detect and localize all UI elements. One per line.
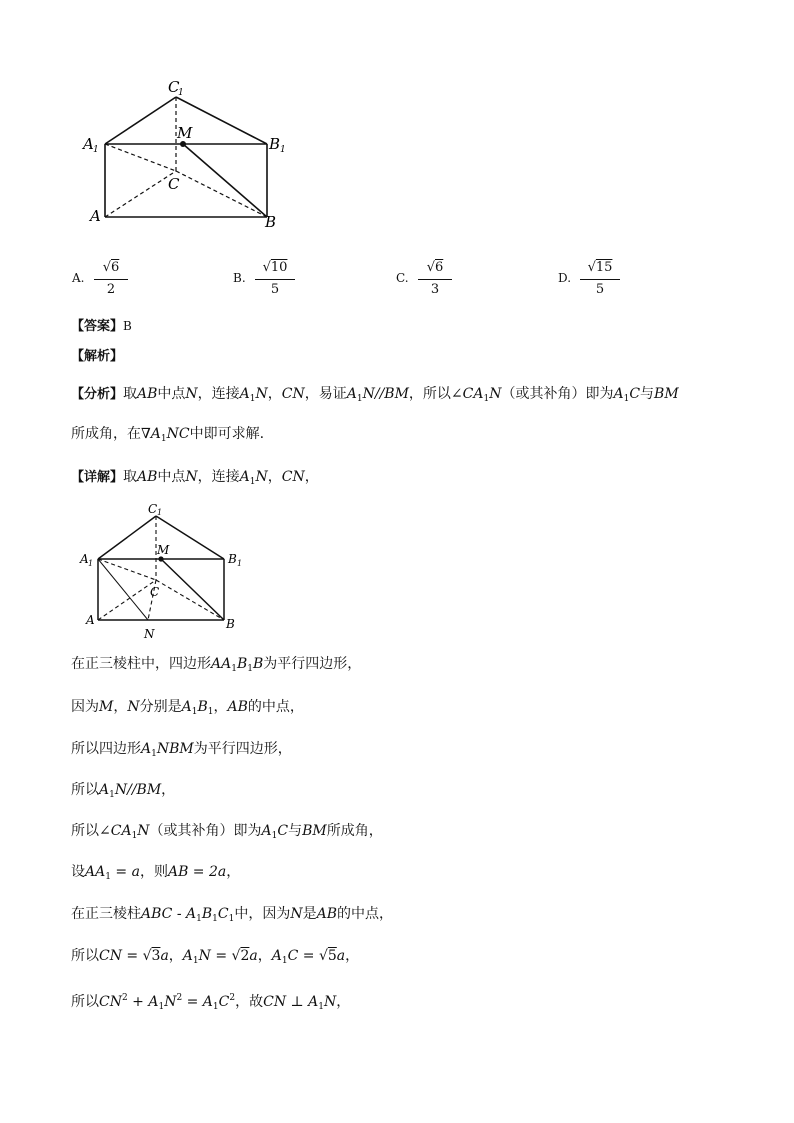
option-c (396, 258, 486, 302)
edge-c-b-hidden (156, 580, 224, 620)
math-a: A (239, 386, 250, 402)
body-line-8 (71, 946, 359, 971)
option-c-letter: C. (396, 271, 409, 285)
text: 是 (302, 906, 317, 922)
sub-1: 1 (160, 434, 167, 444)
math: C = (287, 948, 319, 964)
edge-a1-c1 (98, 516, 156, 559)
text: 取 (123, 386, 138, 402)
math: a (249, 948, 258, 964)
body-line-3 (71, 739, 292, 764)
sqrt-sign: √ (318, 948, 328, 964)
prism-diagram-1 (80, 75, 290, 230)
body-line-1 (71, 654, 361, 679)
text: ， (345, 948, 360, 964)
math-ab: AB (137, 386, 158, 402)
label-b1-sub: 1 (280, 145, 286, 155)
option-b-numerator: 10 (270, 260, 288, 275)
body-line-2 (71, 697, 304, 722)
text: ， (304, 469, 319, 485)
math: B (253, 656, 264, 672)
body-line-4 (71, 780, 175, 805)
text: （或其补角）即为 (501, 386, 614, 402)
sub-1: 1 (318, 1002, 324, 1012)
text: ，连接 (197, 469, 240, 485)
segment-a1-n (98, 559, 148, 620)
sub-1: 1 (483, 394, 490, 404)
label-c: C (168, 175, 180, 193)
math: a (160, 948, 169, 964)
math: AB = 2a (167, 864, 227, 880)
text: 所成角，在 (71, 426, 141, 442)
label-b1: B (228, 552, 237, 566)
math: AB (227, 699, 248, 715)
label-b1: B (269, 135, 281, 153)
sub-1: 1 (249, 394, 256, 404)
math-a: A (239, 469, 250, 485)
math: CN = (99, 948, 143, 964)
label-m: M (157, 543, 170, 557)
math: 3 (151, 948, 161, 964)
math: = A (182, 994, 213, 1010)
xiangjie-tag: 【详解】 (71, 470, 124, 485)
segment-m-b (161, 559, 224, 620)
text: 中点 (157, 386, 186, 402)
analysis-tag: 【解析】 (71, 349, 124, 364)
math: A (181, 699, 192, 715)
label-c1: C (168, 78, 180, 96)
label-c1-sub: 1 (157, 508, 163, 517)
sub-1: 1 (105, 872, 111, 882)
sub-1: 1 (271, 831, 278, 841)
math-bm: BM (654, 386, 679, 402)
sub-1: 1 (247, 664, 253, 674)
fenxi-tag: 【分析】 (71, 387, 124, 402)
sqrt-sign: √ (587, 260, 596, 275)
edge-a1-c1 (105, 97, 176, 144)
fenxi-line-1 (71, 384, 679, 409)
math: A (141, 741, 152, 757)
text: ，所以∠ (408, 386, 463, 402)
sqrt-sign: √ (102, 260, 111, 275)
body-line-5 (71, 821, 383, 846)
text: 因为 (71, 699, 99, 715)
option-d-letter: D. (558, 271, 572, 285)
math: A (261, 823, 272, 839)
label-a1: A (80, 552, 89, 566)
math: N (137, 823, 150, 839)
label-c1-sub: 1 (178, 88, 184, 98)
label-m: M (177, 124, 193, 142)
sub-1: 1 (356, 394, 363, 404)
text: ， (267, 386, 282, 402)
option-a-letter: A. (72, 271, 85, 285)
math-nc: NC (166, 426, 190, 442)
text: 设 (71, 864, 85, 880)
text: ， (213, 699, 228, 715)
xiangjie-line (71, 467, 319, 492)
option-d-denominator: 5 (595, 282, 605, 297)
text: 分别是 (139, 699, 182, 715)
math-a: A (613, 386, 624, 402)
math-cn: CN (281, 386, 305, 402)
prism-diagram-2 (78, 502, 250, 642)
text: 所以∠ (71, 823, 111, 839)
math: B (236, 656, 248, 672)
math: C (218, 994, 230, 1010)
label-c1: C (148, 502, 158, 516)
label-c: C (150, 585, 160, 599)
math-parallel: N//BM (362, 386, 409, 402)
sub-1: 1 (191, 707, 198, 717)
math: 5 (327, 948, 337, 964)
sub-1: 1 (212, 914, 218, 924)
text: 与 (640, 386, 655, 402)
sub-1: 1 (158, 1002, 165, 1012)
math-n: N (489, 386, 502, 402)
sub-1: 1 (623, 394, 630, 404)
answer-line (71, 316, 132, 337)
math-a: A (346, 386, 357, 402)
text: 所成角， (326, 823, 383, 839)
math: + A (127, 994, 159, 1010)
label-b: B (226, 617, 235, 631)
option-c-denominator: 3 (430, 282, 440, 297)
label-b1-sub: 1 (237, 559, 243, 568)
math: N (127, 699, 140, 715)
option-b-denominator: 5 (270, 282, 280, 297)
sub-1: 1 (231, 664, 237, 674)
body-line-7 (71, 904, 393, 929)
option-a-fraction (94, 258, 128, 299)
math: CN (99, 994, 122, 1010)
edge-a-c-hidden (105, 171, 176, 217)
text: 为平行四边形， (263, 656, 362, 672)
math-c: C (629, 386, 641, 402)
text: 的中点， (337, 906, 393, 922)
body-line-9 (71, 988, 350, 1017)
text: 所以 (71, 948, 99, 964)
sub-1: 1 (249, 477, 256, 487)
math: AA (211, 656, 232, 672)
sub-1: 1 (281, 956, 288, 966)
math-triangle: ∇A (141, 426, 161, 442)
sub-1: 1 (212, 1002, 219, 1012)
math: A (271, 948, 282, 964)
option-d-numerator: 15 (595, 260, 613, 275)
sqrt-sign: √ (231, 948, 241, 964)
edge-a-c-hidden (98, 580, 156, 620)
analysis-line (71, 346, 123, 367)
math: B (197, 699, 208, 715)
math: N//BM (114, 782, 162, 798)
option-d (558, 258, 648, 302)
text: 所以 (71, 782, 99, 798)
math-n: N (255, 469, 268, 485)
answer-tag: 【答案】 (71, 319, 124, 334)
option-a (72, 258, 162, 302)
option-c-fraction (418, 258, 452, 299)
math: C (277, 823, 289, 839)
text: ， (257, 948, 272, 964)
sub-1: 1 (196, 914, 202, 924)
text: ， (226, 864, 241, 880)
sup-2: 2 (176, 993, 183, 1003)
text: 在正三棱柱中，四边形 (71, 656, 211, 672)
text: ，易证 (304, 386, 347, 402)
text: ， (168, 948, 183, 964)
text: ， (161, 782, 176, 798)
math: N = (198, 948, 232, 964)
label-n: N (144, 627, 155, 641)
fenxi-line-2 (71, 424, 264, 449)
label-a1: A (83, 135, 94, 153)
math: CA (110, 823, 132, 839)
math-n: N (255, 386, 268, 402)
text: 所以四边形 (71, 741, 141, 757)
math-ab: AB (137, 469, 158, 485)
text: 为平行四边形， (193, 741, 292, 757)
sub-1: 1 (228, 914, 235, 924)
option-d-fraction (580, 258, 620, 299)
prism-figure-1 (80, 75, 290, 230)
text: 的中点， (247, 699, 304, 715)
math: A (99, 782, 110, 798)
sqrt-sign: √ (142, 948, 152, 964)
option-b (233, 258, 323, 302)
prism-figure-2 (78, 502, 250, 642)
option-a-denominator: 2 (106, 282, 116, 297)
sqrt-sign: √ (426, 260, 435, 275)
math: B (201, 906, 213, 922)
math: M (99, 699, 114, 715)
math-n: N (185, 386, 198, 402)
math: ABC - A (141, 906, 197, 922)
math: 2 (240, 948, 250, 964)
math-ca: CA (462, 386, 484, 402)
label-b: B (265, 213, 277, 230)
sqrt-sign: √ (262, 260, 271, 275)
text: ， (336, 994, 351, 1010)
text: ，连接 (197, 386, 240, 402)
body-line-6 (71, 862, 240, 887)
sup-2: 2 (229, 993, 236, 1003)
math: C (217, 906, 229, 922)
point-m (158, 556, 163, 561)
label-a1-sub: 1 (88, 559, 94, 568)
sub-1: 1 (109, 790, 115, 800)
text: ，故 (235, 994, 264, 1010)
label-a: A (90, 207, 101, 225)
option-a-numerator: 6 (111, 260, 120, 275)
option-c-numerator: 6 (435, 260, 444, 275)
sup-2: 2 (121, 993, 128, 1003)
math: N (323, 994, 337, 1010)
math-cn: CN (281, 469, 305, 485)
text: 取 (123, 469, 138, 485)
math: NBM (156, 741, 194, 757)
sub-1: 1 (192, 956, 199, 966)
text: ，则 (139, 864, 168, 880)
text: （或其补角）即为 (149, 823, 262, 839)
sub-1: 1 (207, 707, 214, 717)
math: N (164, 994, 177, 1010)
answer-value: B (123, 319, 132, 333)
text: 中即可求解. (189, 426, 265, 442)
math-n: N (185, 469, 198, 485)
math: A (182, 948, 193, 964)
option-b-letter: B. (233, 271, 246, 285)
sub-1: 1 (131, 831, 138, 841)
text: ， (267, 469, 282, 485)
math: BM (302, 823, 327, 839)
math: = a (110, 864, 140, 880)
math: CN ⊥ A (263, 994, 319, 1010)
math: a (336, 948, 346, 964)
option-b-fraction (255, 258, 295, 299)
math: AA (85, 864, 106, 880)
text: 与 (288, 823, 303, 839)
segment-a1-c-hidden (105, 144, 176, 171)
text: 所以 (71, 994, 99, 1010)
label-a1-sub: 1 (93, 145, 99, 155)
math: AB (316, 906, 337, 922)
label-a: A (86, 613, 95, 627)
text: 中，因为 (234, 906, 291, 922)
text: ， (113, 699, 128, 715)
text: 中点 (157, 469, 186, 485)
sub-1: 1 (151, 749, 157, 759)
math: N (290, 906, 303, 922)
text: 在正三棱柱 (71, 906, 141, 922)
